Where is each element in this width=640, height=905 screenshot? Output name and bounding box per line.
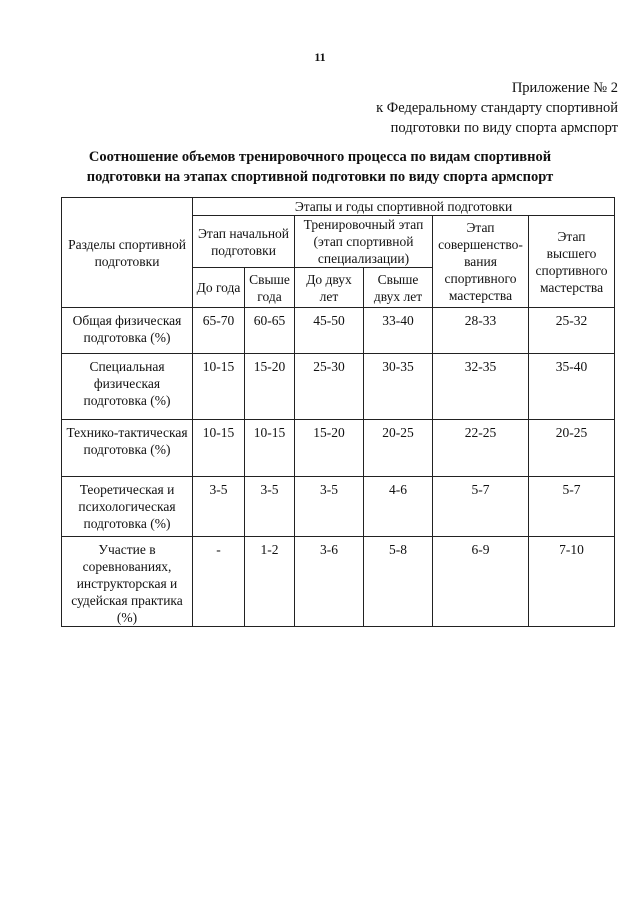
appendix-line-2: к Федеральному стандарту спортивной <box>376 100 618 116</box>
table-cell: 35-40 <box>529 354 615 420</box>
document-title <box>40 147 600 187</box>
header-stage-improvement: Этап совершенство-вания спортивного мастерства <box>433 216 529 308</box>
table-row <box>62 420 615 477</box>
row-label: Специальная физическая подготовка (%) <box>62 354 193 420</box>
table-cell: 10-15 <box>193 420 245 477</box>
table-cell: 28-33 <box>433 308 529 354</box>
header-stages: Этапы и годы спортивной подготовки <box>193 198 615 216</box>
header-stage-higher: Этап высшего спортивного мастерства <box>529 216 615 308</box>
header-stage-initial: Этап начальной подготовки <box>193 216 295 268</box>
table-cell: 10-15 <box>193 354 245 420</box>
title-line-1: Соотношение объемов тренировочного процесса по видам спортивной <box>88 149 552 165</box>
table-cell: 10-15 <box>245 420 295 477</box>
table-cell: 5-7 <box>529 477 615 537</box>
table-cell: 30-35 <box>364 354 433 420</box>
table-cell: 20-25 <box>529 420 615 477</box>
table-cell: 1-2 <box>245 537 295 627</box>
training-ratio-table <box>61 197 615 627</box>
header-up-to-year: До года <box>193 268 245 308</box>
table-cell: 45-50 <box>295 308 364 354</box>
table-cell: 7-10 <box>529 537 615 627</box>
table-cell: 3-5 <box>295 477 364 537</box>
table-cell: 3-5 <box>245 477 295 537</box>
table-row <box>62 308 615 354</box>
table-cell: 32-35 <box>433 354 529 420</box>
table-cell: 25-30 <box>295 354 364 420</box>
table-row <box>62 537 615 627</box>
appendix-note <box>376 78 618 138</box>
table-row <box>62 354 615 420</box>
appendix-line-1: Приложение № 2 <box>511 80 618 96</box>
row-label: Общая физическая подготовка (%) <box>62 308 193 354</box>
table-cell: 6-9 <box>433 537 529 627</box>
row-label: Теоретическая и психологическая подготовка (%) <box>62 477 193 537</box>
header-over-year: Свыше года <box>245 268 295 308</box>
table-cell: 22-25 <box>433 420 529 477</box>
table-cell: 25-32 <box>529 308 615 354</box>
table-cell: 5-8 <box>364 537 433 627</box>
table-cell: 15-20 <box>295 420 364 477</box>
table-cell: 20-25 <box>364 420 433 477</box>
table-cell: 3-6 <box>295 537 364 627</box>
appendix-line-3: подготовки по виду спорта армспорт <box>390 120 618 136</box>
header-up-to-two-years: До двух лет <box>295 268 364 308</box>
table-cell: 15-20 <box>245 354 295 420</box>
table-row <box>62 477 615 537</box>
table-cell: 65-70 <box>193 308 245 354</box>
row-label: Технико-тактическая подготовка (%) <box>62 420 193 477</box>
title-line-2: подготовки на этапах спортивной подготовки по виду спорта армспорт <box>86 169 554 185</box>
table-cell: 60-65 <box>245 308 295 354</box>
table-cell: 33-40 <box>364 308 433 354</box>
header-sections: Разделы спортивной подготовки <box>62 198 193 308</box>
table-cell: 3-5 <box>193 477 245 537</box>
page-number: 11 <box>314 50 326 64</box>
table-cell: - <box>193 537 245 627</box>
header-over-two-years: Свыше двух лет <box>364 268 433 308</box>
table-cell: 4-6 <box>364 477 433 537</box>
header-stage-training: Тренировочный этап (этап спортивной специализации) <box>295 216 433 268</box>
row-label: Участие в соревнованиях, инструкторская и судейская практика (%) <box>62 537 193 627</box>
table-cell: 5-7 <box>433 477 529 537</box>
